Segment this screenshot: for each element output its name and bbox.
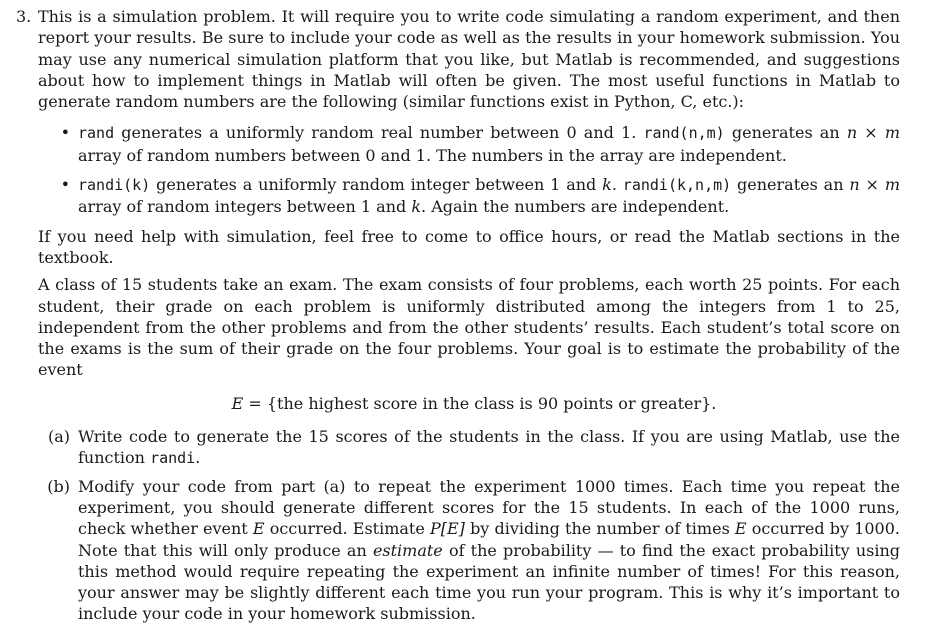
bullet-text xyxy=(78,122,900,166)
text-span: . Again the numbers are independent. xyxy=(421,197,730,217)
text-span: generates an xyxy=(724,123,847,143)
event-equation xyxy=(16,393,912,414)
part-text xyxy=(78,476,900,625)
text-span: Modify your code from part (a) to repeat the experiment 1000 times. Each time you repeat the experiment, you should generate different scores for the 15 students. In each of the 1000 runs, check whether event xyxy=(78,476,900,539)
text-span: generates an xyxy=(731,175,850,195)
text-span: array of random integers between 1 and xyxy=(78,197,412,217)
question-intro: This is a simulation problem. It will require you to write code simulating a random experiment, and then report your results. Be sure to include your code as well as the results in your homework submission. You may use any numerical simulation platform that you like, but Matlab is recommended, and suggestions about how to implement things in Matlab will often be given. The most useful functions in Matlab to generate random numbers are the following (similar functions exist in Python, C, etc.): xyxy=(38,7,900,112)
text-span: array of random numbers between 0 and 1. The numbers in the array are independent. xyxy=(78,145,787,165)
function-list xyxy=(16,122,912,217)
text-span: occurred. Estimate xyxy=(264,519,430,539)
text-span: generates a uniformly random real number between 0 and 1. xyxy=(114,123,644,143)
equation-rhs: = {the highest score in the class is 90 points or greater}. xyxy=(243,393,717,413)
emphasis-estimate: estimate xyxy=(372,540,443,560)
math-PE: P[E] xyxy=(429,519,465,539)
parts-list xyxy=(16,426,912,625)
part-a xyxy=(16,426,912,470)
question-header xyxy=(16,6,912,112)
code-randi-k: randi(k) xyxy=(78,176,151,195)
question-number: 3. xyxy=(16,7,32,26)
part-label: (b) xyxy=(47,476,70,496)
text-span: Write code to generate the 15 scores of the students in the class. If you are using Matlab, use the function xyxy=(78,427,900,468)
bullet-icon: • xyxy=(60,123,70,143)
part-label: (a) xyxy=(47,427,70,447)
code-randi: randi xyxy=(150,449,196,468)
problem-document xyxy=(16,6,912,631)
list-item-randi xyxy=(16,174,912,218)
text-span: by dividing the number of times xyxy=(464,519,735,539)
math-E: E xyxy=(734,519,747,539)
equation-lhs: E xyxy=(231,393,244,413)
math-E: E xyxy=(252,519,265,539)
math-n-by-m: n × m xyxy=(846,123,900,143)
help-paragraph: If you need help with simulation, feel free to come to office hours, or read the Matlab sections in the textbook. xyxy=(38,226,900,267)
bullet-icon: • xyxy=(60,175,70,195)
part-text xyxy=(78,426,900,470)
code-rand: rand xyxy=(78,124,115,143)
code-randi-knm: randi(k,n,m) xyxy=(622,176,732,195)
math-n-by-m: n × m xyxy=(849,175,900,195)
list-item-rand xyxy=(16,122,912,166)
text-span: occurred by 1000. Note that this will only produce an xyxy=(78,519,900,560)
math-k: k xyxy=(602,175,612,195)
setup-paragraph: A class of 15 students take an exam. The exam consists of four problems, each worth 25 points. For each student, their grade on each problem is uniformly distributed among the integers from 1 to 25, independent from the other problems and from the other students’ results. Each student’s total score on the exams is the sum of their grade on the four problems. Your goal is to estimate the probability of the event xyxy=(38,275,900,380)
text-span: generates a uniformly random integer between 1 and xyxy=(150,175,603,195)
text-span: . xyxy=(195,448,201,468)
part-b xyxy=(16,476,912,625)
text-span: . xyxy=(611,175,623,195)
bullet-text xyxy=(78,174,900,218)
text-span: of the probability — to find the exact probability using this method would require repeating the experiment an infinite number of times! For this reason, your answer may be slightly different each time you run your program. This is why it’s important to include your code in your homework submission. xyxy=(78,540,900,624)
math-k: k xyxy=(411,197,422,217)
code-rand-nm: rand(n,m) xyxy=(643,124,725,143)
